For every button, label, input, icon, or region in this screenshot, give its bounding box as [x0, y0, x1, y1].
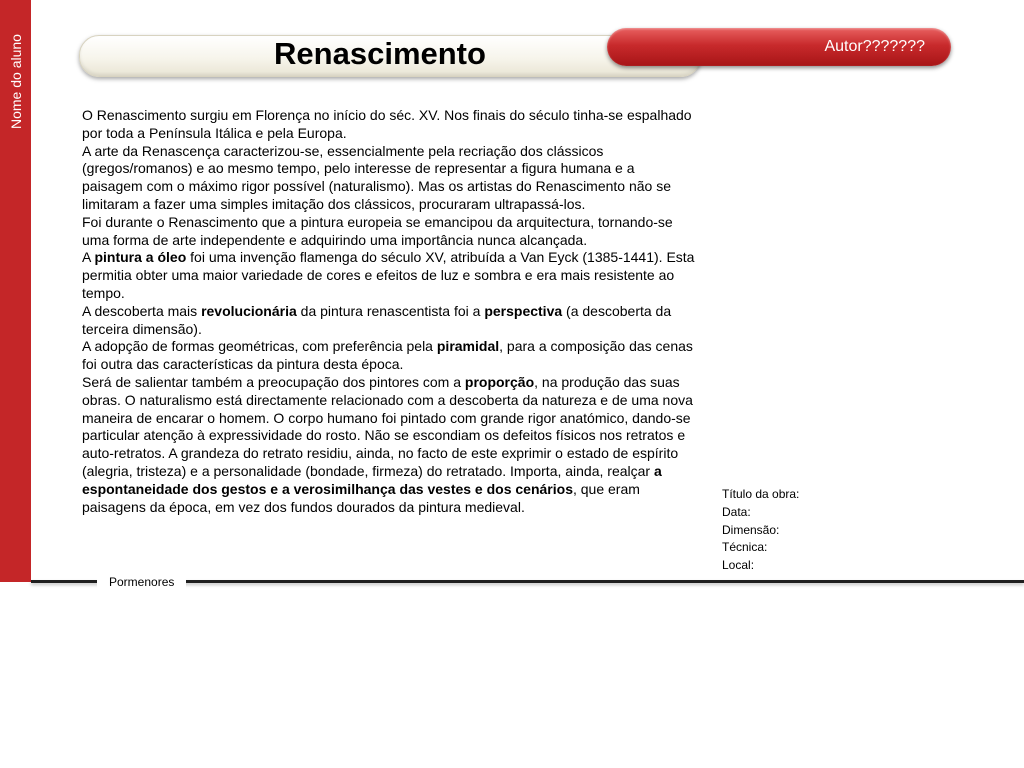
paragraph [82, 107, 698, 143]
info-location-label: Local: [722, 558, 755, 573]
author-banner [607, 28, 951, 66]
info-date-label: Data: [722, 504, 751, 519]
paragraph [82, 374, 698, 516]
emphasis-text: a espontaneidade dos gestos e a verosimilhança das vestes e dos cenários [82, 462, 662, 497]
text-run: , na produção das suas obras. O naturalismo está directamente relacionado com a descoberta da natureza e de uma nova maneira de encarar o homem. O corpo humano foi pintado com grande rigor anatómico, dando-se particular atenção à expressividade do rosto. Não se escondiam os defeitos físicos nos retratos e auto-retratos. A grandeza do retrato residiu, ainda, no facto de este exprimir o estado de espírito (alegria, tristeza) e a personalidade (bondade, firmeza) do retratado. Importa, ainda, realçar [82, 373, 693, 479]
text-run: A arte da Renascença caracterizou-se, essencialmente pela recriação dos clássicos (gregos/romanos) e ao mesmo tempo, pelo interesse de representar a figura humana e a paisagem com o máximo rigor possível (naturalismo). Mas os artistas do Renascimento não se limitaram a fazer uma simples imitação dos clássicos, procuraram ultrapassá-los. [82, 142, 672, 212]
text-run: A adopção de formas geométricas, com preferência pela [82, 338, 437, 355]
student-name-text: Nome do aluno [8, 34, 24, 129]
text-run: , para a composição das cenas foi outra das características da pintura desta época. [82, 338, 693, 373]
paragraph [82, 214, 698, 250]
paragraph [82, 303, 698, 339]
emphasis-text: pintura a óleo [94, 249, 187, 266]
text-run: (a descoberta da terceira dimensão). [82, 302, 672, 337]
text-run: foi uma invenção flamenga do século XV, atribuída a Van Eyck (1385-1441). Esta permitia obter uma maior variedade de cores e efeitos de luz e sombra e era mais resistente ao tempo. [82, 249, 695, 301]
paragraph [82, 143, 698, 214]
text-run: da pintura renascentista foi a [296, 302, 485, 319]
info-technique-label: Técnica: [722, 540, 768, 555]
main-text [82, 107, 698, 516]
text-run: , que eram paisagens da época, em vez dos fundos dourados da pintura medieval. [82, 480, 640, 515]
author-label: Autor??????? [824, 38, 925, 55]
student-name-label [3, 34, 29, 129]
emphasis-text: perspectiva [484, 302, 563, 319]
text-run: A [82, 249, 95, 266]
artwork-info [722, 486, 799, 575]
text-run: O Renascimento surgiu em Florença no início do séc. XV. Nos finais do século tinha-se espalhado por toda a Península Itálica e pela Europa. [82, 107, 692, 141]
emphasis-text: revolucionária [201, 302, 297, 319]
emphasis-text: piramidal [436, 338, 500, 355]
info-dimension-label: Dimensão: [722, 522, 780, 537]
emphasis-text: proporção [464, 373, 535, 390]
paragraph [82, 249, 698, 302]
paragraph [82, 338, 698, 374]
text-run: A descoberta mais [82, 302, 202, 319]
details-section-label: Pormenores [97, 572, 186, 592]
page-title: Renascimento [274, 36, 486, 71]
text-run: Será de salientar também a preocupação dos pintores com a [82, 373, 465, 390]
text-run: Foi durante o Renascimento que a pintura europeia se emancipou da arquitectura, tornando-se uma forma de arte independente e adquirindo uma importância nunca alcançada. [82, 213, 673, 248]
info-title-label: Título da obra: [722, 487, 800, 501]
